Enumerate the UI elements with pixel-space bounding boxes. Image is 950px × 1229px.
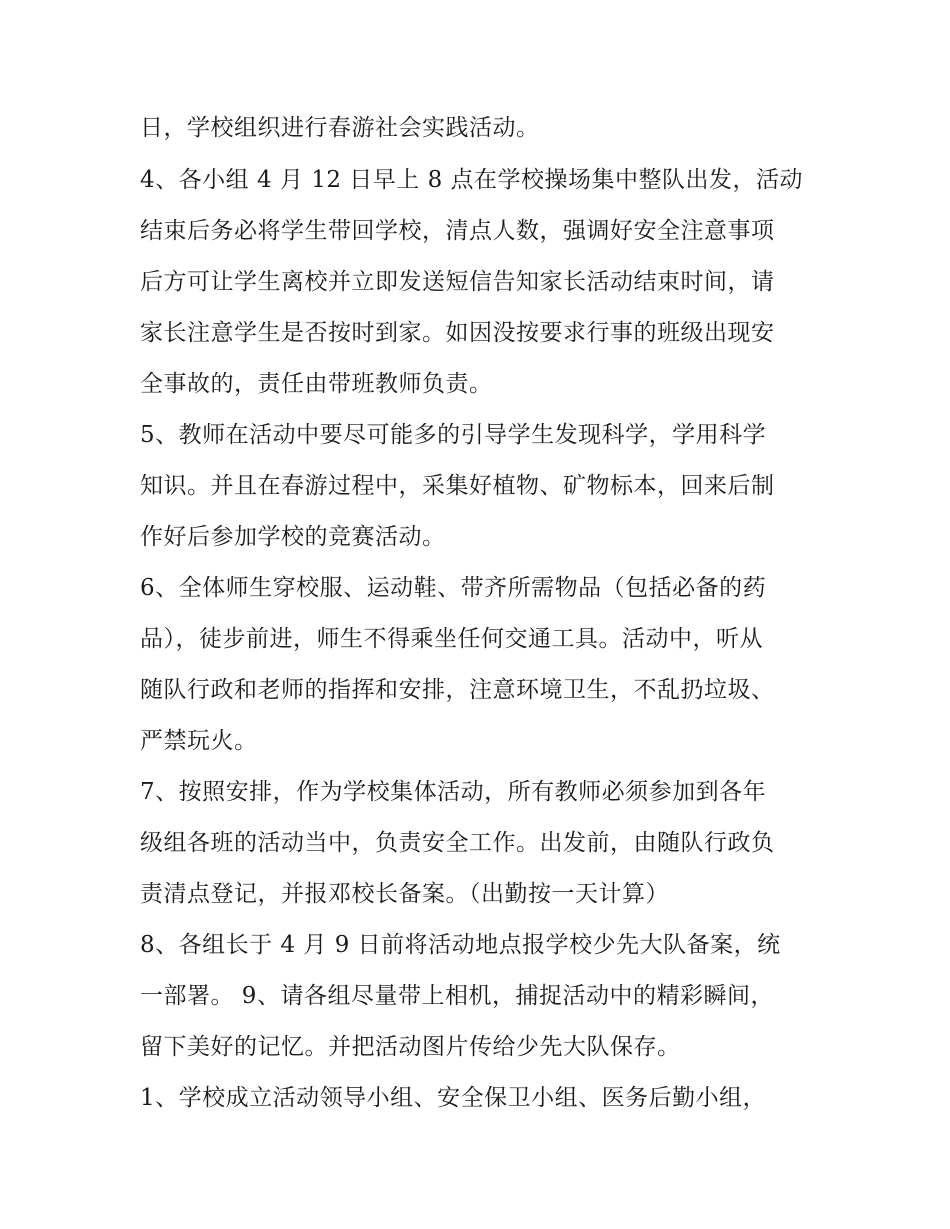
text-line: 1、学校成立活动领导小组、安全保卫小组、医务后勤小组， — [140, 1085, 767, 1111]
text-line: 级组各班的活动当中，负责安全工作。出发前，由随队行政负 — [140, 830, 775, 856]
text-line: 结束后务必将学生带回学校，清点人数，强调好安全注意事项 — [140, 218, 775, 244]
text-line: 品），徒步前进，师生不得乘坐任何交通工具。活动中，听从 — [140, 626, 763, 652]
text-line: 后方可让学生离校并立即发送短信告知家长活动结束时间，请 — [140, 269, 775, 295]
text-line: 知识。并且在春游过程中，采集好植物、矿物标本，回来后制 — [140, 473, 775, 499]
text-line: 8、各组长于 4 月 9 日前将活动地点报学校少先大队备案，统 — [140, 932, 781, 958]
text-line: 7、按照安排，作为学校集体活动，所有教师必须参加到各年 — [140, 779, 767, 805]
text-line: 随队行政和老师的指挥和安排，注意环境卫生，不乱扔垃圾、 — [140, 677, 775, 703]
text-line: 全事故的，责任由带班教师负责。 — [140, 371, 493, 397]
text-line: 5、教师在活动中要尽可能多的引导学生发现科学，学用科学 — [140, 422, 767, 448]
text-line: 日，学校组织进行春游社会实践活动。 — [140, 115, 540, 141]
text-line: 家长注意学生是否按时到家。如因没按要求行事的班级出现安 — [140, 320, 775, 346]
text-line: 一部署。 9、请各组尽量带上相机，捕捉活动中的精彩瞬间， — [140, 983, 774, 1009]
text-line: 责清点登记，并报邓校长备案。（出勤按一天计算） — [140, 881, 669, 907]
text-line: 作好后参加学校的竞赛活动。 — [140, 524, 446, 550]
text-line: 4、各小组 4 月 12 日早上 8 点在学校操场集中整队出发，活动 — [140, 167, 804, 193]
text-line: 留下美好的记忆。并把活动图片传给少先大队保存。 — [140, 1034, 681, 1060]
text-line: 严禁玩火。 — [140, 728, 258, 754]
text-line: 6、全体师生穿校服、运动鞋、带齐所需物品（包括必备的药 — [140, 575, 767, 601]
